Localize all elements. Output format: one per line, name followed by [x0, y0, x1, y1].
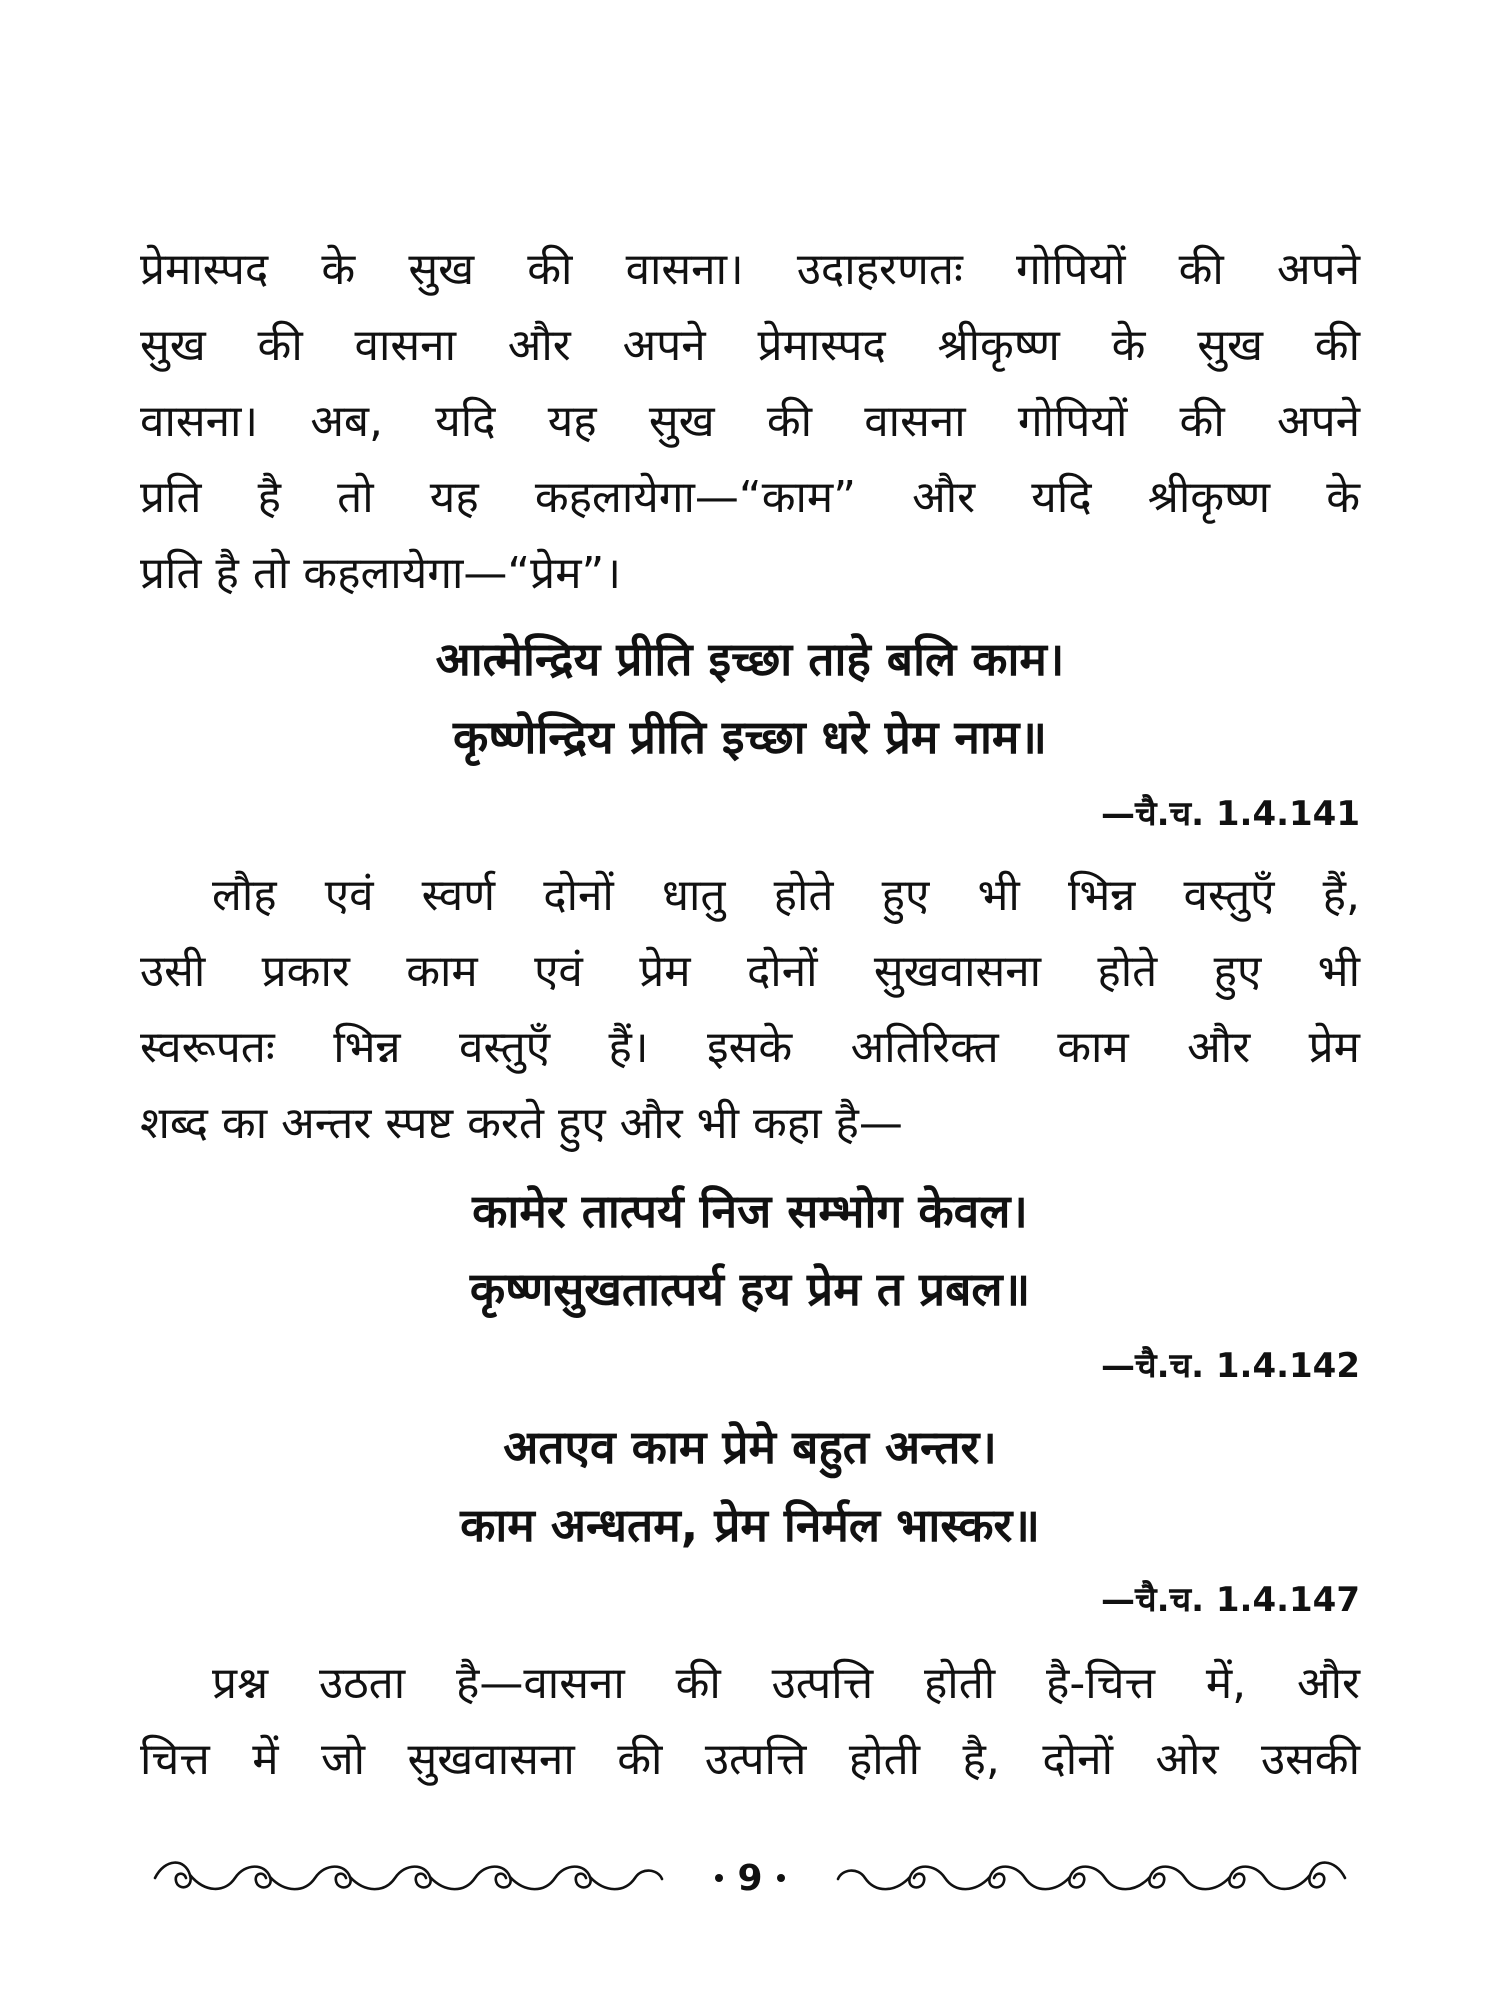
scroll-ornament-right-icon — [830, 1853, 1350, 1903]
paragraph-line: प्रश्न उठता है—वासना की उत्पत्ति होती है-चित्त में, और — [212, 1658, 1360, 1709]
page-footer — [150, 1848, 1350, 1908]
verse-2 — [140, 1172, 1360, 1328]
verse-line: काम अन्धतम, प्रेम निर्मल भास्कर॥ — [460, 1498, 1040, 1552]
verse-reference: —चै.च. 1.4.147 — [1101, 1580, 1360, 1620]
paragraph-2 — [140, 858, 1360, 1162]
paragraph-line: शब्द का अन्तर स्पष्ट करते हुए और भी कहा है— — [140, 1098, 903, 1149]
bullet-dot-icon — [777, 1874, 785, 1882]
verse-3 — [140, 1408, 1360, 1564]
paragraph-line: लौह एवं स्वर्ण दोनों धातु होते हुए भी भिन्न वस्तुएँ हैं, — [212, 870, 1360, 921]
verse-line: आत्मेन्द्रिय प्रीति इच्छा ताहे बलि काम। — [435, 632, 1065, 686]
paragraph-line: उसी प्रकार काम एवं प्रेम दोनों सुखवासना होते हुए भी — [140, 946, 1360, 997]
scroll-ornament-left-icon — [150, 1853, 670, 1903]
verse-line: कामेर तात्पर्य निज सम्भोग केवल। — [472, 1184, 1028, 1238]
verse-line: कृष्णेन्द्रिय प्रीति इच्छा धरे प्रेम नाम॥ — [453, 710, 1047, 764]
bullet-dot-icon — [715, 1874, 723, 1882]
paragraph-line: स्वरूपतः भिन्न वस्तुएँ हैं। इसके अतिरिक्त काम और प्रेम — [140, 1022, 1360, 1073]
paragraph-line: प्रेमास्पद के सुख की वासना। उदाहरणतः गोपियों की अपने — [140, 244, 1360, 295]
paragraph-line: वासना। अब, यदि यह सुख की वासना गोपियों की अपने — [140, 396, 1360, 447]
paragraph-line: प्रति है तो यह कहलायेगा—“काम” और यदि श्रीकृष्ण के — [140, 472, 1360, 523]
page-number — [701, 1858, 798, 1899]
verse-reference: —चै.च. 1.4.141 — [1101, 794, 1360, 834]
page-number-text: 9 — [737, 1857, 763, 1899]
verse-reference: —चै.च. 1.4.142 — [1101, 1346, 1360, 1386]
verse-line: कृष्णसुखतात्पर्य हय प्रेम त प्रबल॥ — [469, 1262, 1031, 1316]
paragraph-1 — [140, 232, 1360, 612]
paragraph-line: चित्त में जो सुखवासना की उत्पत्ति होती है, दोनों ओर उसकी — [140, 1734, 1360, 1785]
paragraph-line: सुख की वासना और अपने प्रेमास्पद श्रीकृष्ण के सुख की — [140, 320, 1360, 371]
verse-1 — [140, 620, 1360, 776]
paragraph-3 — [140, 1646, 1360, 1798]
paragraph-line: प्रति है तो कहलायेगा—“प्रेम”। — [140, 548, 621, 599]
verse-line: अतएव काम प्रेमे बहुत अन्तर। — [503, 1420, 997, 1474]
